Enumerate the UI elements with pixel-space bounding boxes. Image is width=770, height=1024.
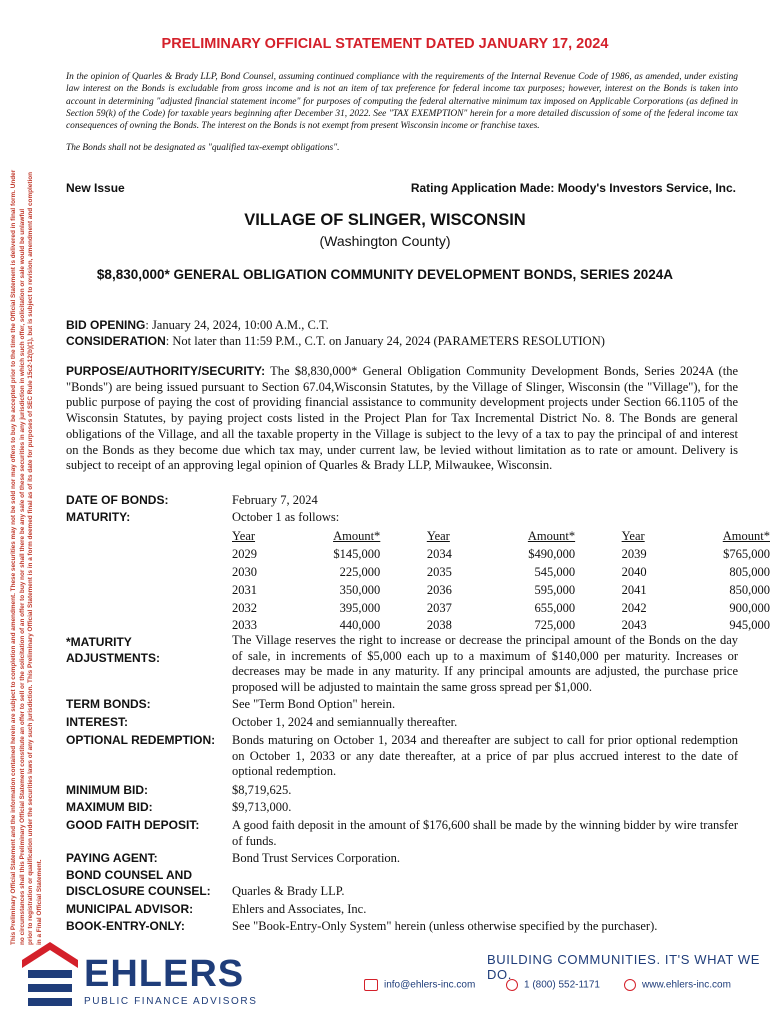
good-faith-deposit-value: A good faith deposit in the amount of $176,600 shall be made by the winning bidder by wire transfer of funds. (232, 818, 738, 848)
preliminary-heading: PRELIMINARY OFFICIAL STATEMENT DATED JANUARY 17, 2024 (161, 36, 609, 52)
year-cell: 2042 (621, 600, 647, 615)
purpose-text: The $8,830,000* General Obligation Community Development Bonds, Series 2024A (the "Bonds") are being issued pursuant to Section 67.04,Wisconsin Statutes, by the Village of Slinger, Wisconsin (the "Village"), for the public purpose of paying the cost of providing financial assistance to community development projects under Section 66.1105 of the Wisconsin Statutes, by paying project costs listed in the Project Plan for Tax Incremental District No. 8. The Bonds are general obligations of the Village, and all the taxable property in the Village is subject to the levy of a tax to pay the principal of and interest on the Bonds as they become due which tax may, under current law, be levied without limitation as to rate or amount. Delivery is subject to receipt of an approving legal opinion of Quarles & Brady LLP, Milwaukee, Wisconsin. (66, 364, 738, 473)
minimum-bid-label: MINIMUM BID: (66, 783, 148, 797)
disclaimer-line: no circumstances shall this Preliminary Official Statement constitute an offer to sell or the solicitation of an offer to buy nor shall there be any sale of these securities in any jurisdiction in which such offer, solicitation or sale would be unlawful (18, 208, 26, 945)
term-bonds-value: See "Term Bond Option" herein. (232, 697, 396, 711)
maturity-adjustments-value: The Village reserves the right to increase or decrease the principal amount of the Bonds on the day of sale, in increments of $5,000 each up to a maximum of $140,000 per maturity. Increases or decreases may be made in any maturity. If any principal amounts are adjusted, the purchase price proposed will be adjusted to maintain the same gross spread per $1,000. (232, 633, 738, 695)
amount-cell: $145,000 (333, 547, 381, 562)
disclaimer-line: in a Final Official Statement. (35, 859, 43, 945)
year-cell: 2035 (426, 564, 452, 579)
optional-redemption-value: Bonds maturing on October 1, 2034 and thereafter are subject to call for prior optional redemption on October 1, 2033 or any date thereafter, at a price of par plus accrued interest to the date of optional redemption. (232, 733, 738, 779)
year-cell: 2038 (426, 618, 452, 633)
date-of-bonds-label: DATE OF BONDS: (66, 493, 169, 507)
maturity-schedule (232, 528, 770, 635)
roof-shape (22, 942, 78, 968)
maximum-bid-value: $9,713,000. (232, 800, 292, 814)
amount-cell: 945,000 (729, 618, 770, 633)
paying-agent-value: Bond Trust Services Corporation. (232, 851, 401, 865)
amount-cell: 655,000 (534, 600, 576, 615)
label-line: ADJUSTMENTS: (66, 650, 161, 665)
footer-website[interactable] (624, 979, 731, 991)
year-cell: 2031 (232, 582, 257, 597)
year-cell: 2029 (232, 547, 257, 562)
header-amount: Amount* (722, 529, 770, 544)
tax-opinion-paragraph: In the opinion of Quarles & Brady LLP, Bond Counsel, assuming continued compliance with the requirements of the Internal Revenue Code of 1986, as amended, under existing law interest on the Bonds is excludable from gross income and is not an item of tax preference for federal income tax purposes; however, interest on the Bonds is taken into account in determining "adjusted financial statement income" for purposes of computing the federal alternative minimum tax imposed on Applicable Corporations (as defined in Section 59(k) of the Code) for taxable years beginning after December 31, 2022. See "TAX EXEMPTION" herein for a more detailed discussion of some of the federal income tax consequences of owning the Bonds. The interest on the Bonds is not exempt from present Wisconsin income or franchise taxes. (66, 72, 738, 132)
label-line: BOND COUNSEL AND (66, 868, 193, 882)
year-cell: 2036 (426, 582, 452, 597)
disclaimer-line: prior to registration or qualification under the securities laws of any such jurisdiction. This Preliminary Official Statement is in a form deemed final as of its date for purposes of SEC Rule 15c2-12(b)(1), but is subject to revision, amendment and completion (27, 171, 34, 945)
email-text: info@ehlers-inc.com (384, 979, 476, 991)
amount-cell: 350,000 (339, 582, 381, 597)
ehlers-logo-mark (20, 940, 80, 1010)
amount-cell: 545,000 (534, 564, 576, 579)
rating-application: Rating Application Made: Moody's Investors Service, Inc. (410, 181, 736, 195)
footer-tagline: BUILDING COMMUNITIES. IT'S WHAT WE DO. (487, 952, 761, 982)
disclaimer-line: This Preliminary Official Statement and the information contained herein are subject to completion and amendment. These securities may not be sold nor may offers to buy be accepted prior to the time the Official Statement is delivered in final form. Under (10, 169, 17, 945)
consideration (66, 334, 605, 350)
book-entry-value: See "Book-Entry-Only System" herein (unless otherwise specified by the purchaser). (232, 919, 658, 933)
year-cell: 2041 (621, 582, 647, 597)
header-amount: Amount* (333, 529, 381, 544)
amount-cell: 850,000 (729, 582, 770, 597)
term-bonds-label: TERM BONDS: (66, 697, 151, 711)
year-cell: 2039 (621, 547, 647, 562)
purpose-label: PURPOSE/AUTHORITY/SECURITY: (66, 364, 266, 378)
year-cell: 2040 (621, 564, 647, 579)
amount-cell: 440,000 (339, 618, 381, 633)
bond-counsel-label (66, 868, 211, 899)
maturity-adjustments-label (66, 635, 160, 666)
qualified-obligations-note: The Bonds shall not be designated as "qualified tax-exempt obligations". (66, 143, 340, 153)
issuer-county: (Washington County) (319, 233, 451, 249)
amount-cell: 225,000 (339, 564, 381, 579)
consideration-label: CONSIDERATION (66, 334, 166, 348)
logo-bar (28, 998, 72, 1006)
paying-agent-label: PAYING AGENT: (66, 851, 158, 865)
amount-cell: 595,000 (534, 582, 576, 597)
email-icon (364, 979, 378, 991)
optional-redemption-label: OPTIONAL REDEMPTION: (66, 733, 216, 747)
year-cell: 2034 (426, 547, 452, 562)
good-faith-deposit-label: GOOD FAITH DEPOSIT: (66, 818, 200, 832)
bid-opening-label: BID OPENING (66, 318, 146, 332)
amount-cell: 805,000 (729, 564, 770, 579)
bid-opening (66, 318, 329, 334)
table-row (232, 546, 770, 564)
ehlers-subtitle: PUBLIC FINANCE ADVISORS (84, 996, 258, 1007)
interest-value: October 1, 2024 and semiannually thereafter. (232, 715, 458, 729)
phone-text: 1 (800) 552-1171 (524, 979, 600, 991)
amount-cell: 900,000 (729, 600, 770, 615)
interest-label: INTEREST: (66, 715, 129, 729)
header-year: Year (621, 529, 645, 544)
header-amount: Amount* (527, 529, 576, 544)
year-cell: 2030 (232, 564, 257, 579)
header-year: Year (232, 529, 256, 544)
label-line: *MATURITY (66, 635, 132, 649)
footer-email[interactable] (364, 979, 475, 991)
consideration-value: : Not later than 11:59 P.M., C.T. on January 24, 2024 (PARAMETERS RESOLUTION) (165, 334, 605, 348)
maturity-label: MATURITY: (66, 510, 131, 524)
header-year: Year (426, 529, 450, 544)
logo-bar (28, 970, 72, 978)
ehlers-wordmark: EHLERS (84, 953, 245, 995)
maximum-bid-label: MAXIMUM BID: (66, 800, 153, 814)
book-entry-label: BOOK-ENTRY-ONLY: (66, 919, 185, 933)
purpose-paragraph (66, 364, 738, 474)
municipal-advisor-value: Ehlers and Associates, Inc. (232, 902, 367, 916)
amount-cell: 725,000 (534, 618, 576, 633)
phone-icon (506, 979, 518, 991)
table-row (232, 599, 770, 617)
amount-cell: $765,000 (723, 547, 770, 562)
maturity-value: October 1 as follows: (232, 510, 340, 524)
vertical-disclaimer (10, 65, 44, 945)
year-cell: 2037 (426, 600, 452, 615)
municipal-advisor-label: MUNICIPAL ADVISOR: (66, 902, 194, 916)
footer-phone[interactable] (506, 979, 600, 991)
year-cell: 2032 (232, 600, 257, 615)
table-row (232, 581, 770, 599)
date-of-bonds-value: February 7, 2024 (232, 493, 318, 507)
new-issue-label: New Issue (66, 181, 125, 195)
label-line: DISCLOSURE COUNSEL: (66, 883, 211, 898)
globe-icon (624, 979, 636, 991)
logo-bar (28, 984, 72, 992)
amount-cell: $490,000 (528, 547, 576, 562)
website-text: www.ehlers-inc.com (642, 979, 731, 991)
amount-cell: 395,000 (339, 600, 381, 615)
table-header-row (232, 528, 770, 546)
bid-opening-value: : January 24, 2024, 10:00 A.M., C.T. (145, 318, 329, 332)
table-row (232, 564, 770, 582)
bond-title: $8,830,000* GENERAL OBLIGATION COMMUNITY DEVELOPMENT BONDS, SERIES 2024A (96, 267, 674, 282)
year-cell: 2043 (621, 618, 647, 633)
minimum-bid-value: $8,719,625. (232, 783, 292, 797)
issuer-name: VILLAGE OF SLINGER, WISCONSIN (244, 211, 526, 229)
year-cell: 2033 (232, 618, 257, 633)
bond-counsel-value: Quarles & Brady LLP. (232, 884, 345, 898)
